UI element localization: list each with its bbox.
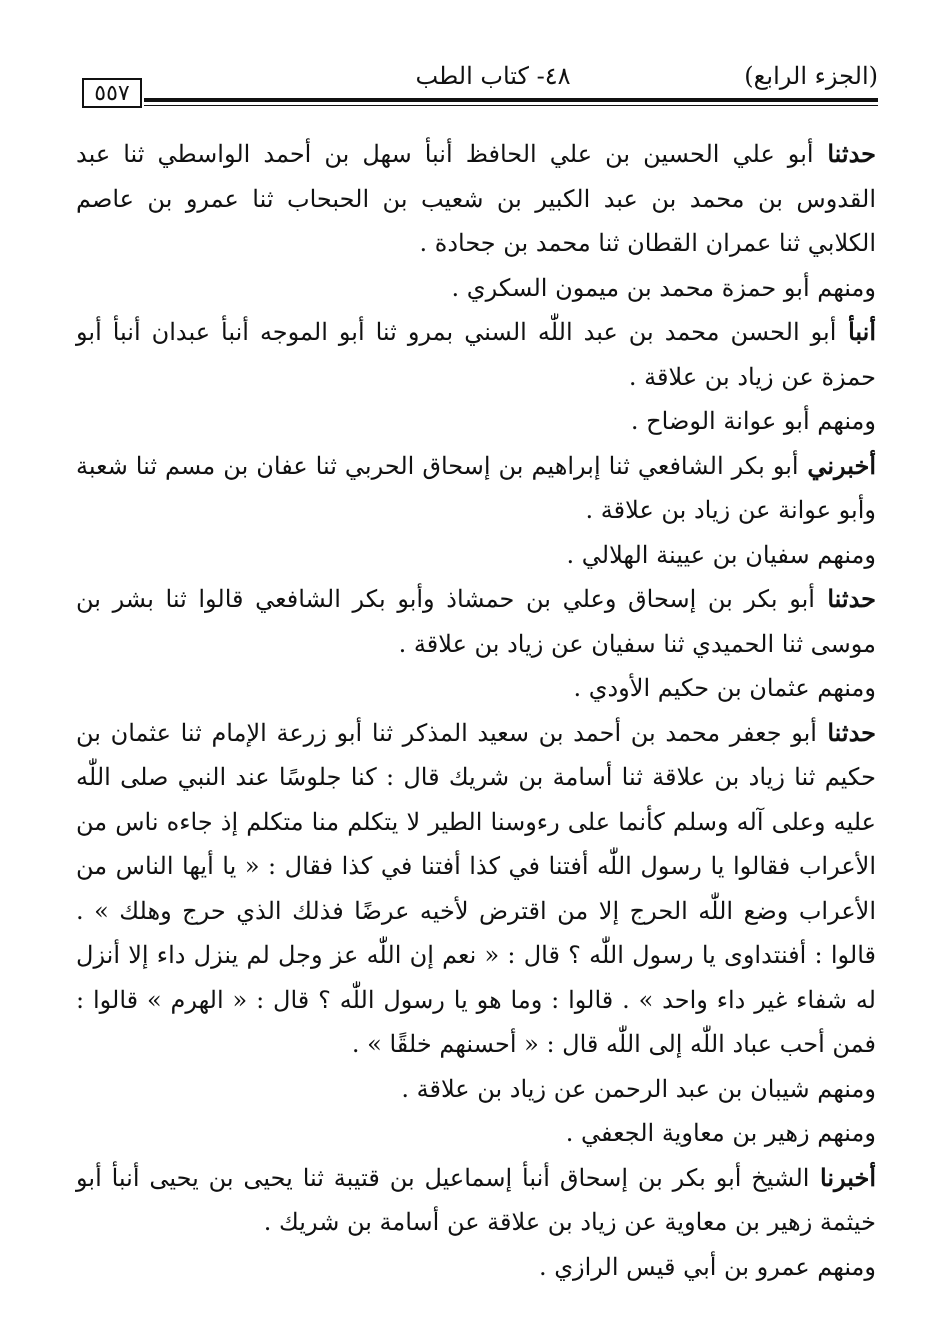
chapter-title: ٤٨- كتاب الطب (415, 62, 571, 90)
narration-lead: حدثنا (827, 717, 876, 747)
narrator-entry-text: ومنهم عمرو بن أبي قيس الرازي . (538, 1252, 876, 1281)
header-rule-thick (144, 98, 878, 102)
narration-text: أبو بكر الشافعي ثنا إبراهيم بن إسحاق الحربي ثنا عفان بن مسم ثنا شعبة وأبو عوانة عن زياد بن علاقة . (76, 451, 876, 524)
narration-lead: أنبأ (848, 317, 877, 346)
narrator-entry-text: ومنهم أبو عوانة الوضاح . (630, 407, 876, 435)
narrator-entry (76, 666, 876, 711)
narrator-entry-text: ومنهم سفيان بن عيينة الهلالي . (566, 540, 876, 569)
narrator-entry (76, 1067, 876, 1112)
narration-paragraph (76, 711, 876, 1067)
narration-paragraph (76, 444, 876, 533)
page-header (78, 56, 878, 116)
narrator-entry (76, 1111, 876, 1156)
narrator-entry (76, 399, 876, 444)
narration-lead: أخبرنا (820, 1162, 877, 1192)
narration-text: أبو الحسن محمد بن عبد اللّٰه السني بمرو ثنا أبو الموجه أنبأ عبدان أنبأ أبو حمزة عن زياد بن علاقة . (76, 318, 876, 391)
narration-paragraph (76, 577, 876, 666)
narration-text: الشيخ أبو بكر بن إسحاق أنبأ إسماعيل بن قتيبة ثنا يحيى بن يحيى أنبأ أبو خيثمة زهير بن معاوية عن زياد بن علاقة عن أسامة بن شريك . (76, 1163, 876, 1236)
narrator-entry (76, 1245, 876, 1290)
narration-text: أبو بكر بن إسحاق وعلي بن حمشاذ وأبو بكر الشافعي قالوا ثنا بشر بن موسى ثنا الحميدي ثنا سفيان عن زياد بن علاقة . (76, 585, 876, 658)
narrator-entry-text: ومنهم شيبان بن عبد الرحمن عن زياد بن علاقة . (401, 1074, 876, 1103)
narration-lead: حدثنا (827, 584, 876, 613)
volume-title: (الجزء الرابع) (744, 62, 878, 90)
narrator-entry (76, 266, 876, 311)
narration-paragraph (76, 132, 876, 266)
narration-text: أبو جعفر محمد بن أحمد بن سعيد المذكر ثنا أبو زرعة الإمام ثنا عثمان بن حكيم ثنا زياد بن علاقة ثنا أسامة بن شريك قال : كنا جلوسًا عند النبي صلى اللّٰه عليه وعلى آله وسلم كأنما على رءوسنا الطير لا يتكلم منا متكلم إذ جاءه ناس من الأعراب فقالوا يا رسول اللّٰه أفتنا في كذا أفتنا في كذا فقال : « يا أيها الناس من الأعراب وضع اللّٰه الحرج إلا من اقترض لأخيه عرضًا فذلك الذي حرج وهلك » . قالوا : أفنتداوى يا رسول اللّٰه ؟ قال : « نعم إن اللّٰه عز وجل لم ينزل داء إلا أنزل له شفاء غير داء واحد » . قالوا : وما هو يا رسول اللّٰه ؟ قال : « الهرم » قالوا : فمن أحب عباد اللّٰه إلى اللّٰه قال : « أحسنهم خلقًا » . (76, 718, 876, 1058)
page-body (76, 132, 876, 1289)
narration-lead: أخبرني (807, 450, 877, 480)
page-number: ٥٥٧ (82, 78, 142, 108)
narrator-entry (76, 533, 876, 578)
narration-text: أبو علي الحسين بن علي الحافظ أنبأ سهل بن أحمد الواسطي ثنا عبد القدوس بن محمد بن عبد الكبير بن شعيب بن الحبحاب ثنا عمرو بن عاصم الكلابي ثنا عمران القطان ثنا محمد بن جحادة . (76, 140, 876, 257)
narrator-entry-text: ومنهم أبو حمزة محمد بن ميمون السكري . (451, 273, 876, 302)
narrator-entry-text: ومنهم عثمان بن حكيم الأودي . (573, 674, 876, 702)
narration-paragraph (76, 310, 876, 399)
narrator-entry-text: ومنهم زهير بن معاوية الجعفي . (565, 1119, 876, 1147)
narration-paragraph (76, 1156, 876, 1245)
header-rule-thin (144, 105, 878, 106)
narration-lead: حدثنا (827, 139, 876, 168)
